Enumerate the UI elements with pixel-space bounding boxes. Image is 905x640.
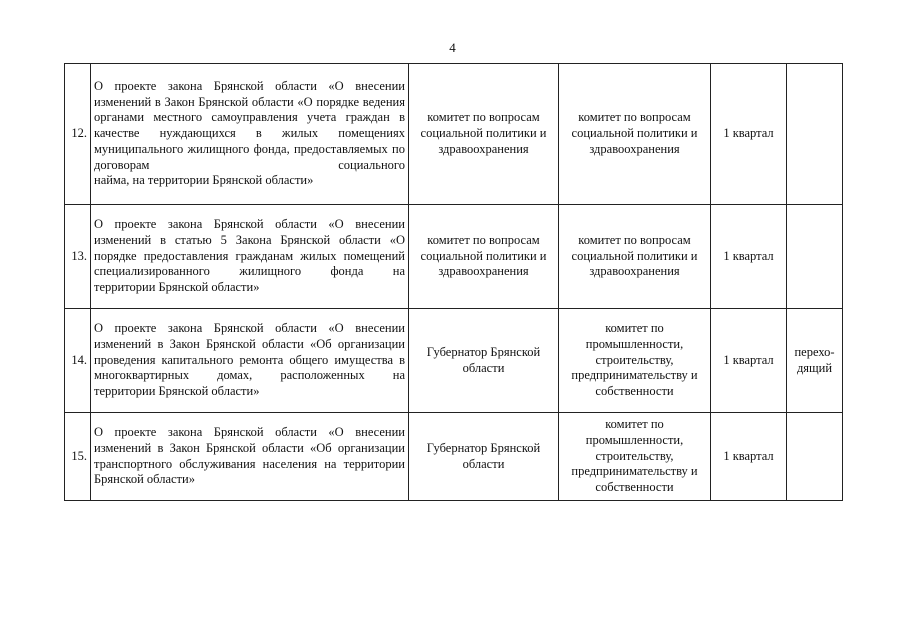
bill-title xyxy=(91,413,409,501)
table-row xyxy=(65,64,843,205)
bill-title-last-line: найма, на территории Брянской области» xyxy=(94,173,314,188)
table-row xyxy=(65,205,843,309)
bill-title xyxy=(91,309,409,413)
note-cell xyxy=(787,205,843,309)
bill-title-text: О проекте закона Брянской области «О внесении изменений в Закон Брянской области «Об организации проведения капитального ремонта общего имущества в многоквартирных домах, расположенных на xyxy=(94,321,405,383)
bill-title-last-line: Брянской области» xyxy=(94,472,195,487)
note-cell xyxy=(787,413,843,501)
responsible-cell: комитет по вопросам социальной политики и здравоохранения xyxy=(559,205,711,309)
note-cell: перехо-дящий xyxy=(787,309,843,413)
row-number: 14. xyxy=(65,309,91,413)
term-cell: 1 квартал xyxy=(711,413,787,501)
initiator-cell: комитет по вопросам социальной политики и здравоохранения xyxy=(409,64,559,205)
legislative-plan-table xyxy=(64,63,843,501)
responsible-cell: комитет по промышленности, строительству, предпринимательству и собственности xyxy=(559,413,711,501)
bill-title-text: О проекте закона Брянской области «О внесении изменений в Закон Брянской области «О порядке ведения органами местного самоуправления учета граждан в качестве нуждающихся в жилых помещениях муниципального жилищного фонда, предоставляемых по договорам социального xyxy=(94,78,405,172)
initiator-cell: Губернатор Брянской области xyxy=(409,413,559,501)
bill-title xyxy=(91,205,409,309)
bill-title-text: О проекте закона Брянской области «О внесении изменений в Закон Брянской области «Об организации транспортного обслуживания населения на территории xyxy=(94,424,405,471)
row-number: 13. xyxy=(65,205,91,309)
row-number: 12. xyxy=(65,64,91,205)
page-number: 4 xyxy=(449,40,456,55)
responsible-cell: комитет по промышленности, строительству, предпринимательству и собственности xyxy=(559,309,711,413)
table-row xyxy=(65,413,843,501)
row-number: 15. xyxy=(65,413,91,501)
note-cell xyxy=(787,64,843,205)
bill-title-last-line: территории Брянской области» xyxy=(94,280,260,295)
bill-title xyxy=(91,64,409,205)
initiator-cell: комитет по вопросам социальной политики и здравоохранения xyxy=(409,205,559,309)
bill-title-last-line: территории Брянской области» xyxy=(94,384,260,399)
term-cell: 1 квартал xyxy=(711,309,787,413)
bill-title-text: О проекте закона Брянской области «О внесении изменений в статью 5 Закона Брянской области «О порядке предоставления гражданам жилых помещений специализированного жилищного фонда на xyxy=(94,217,405,279)
term-cell: 1 квартал xyxy=(711,64,787,205)
responsible-cell: комитет по вопросам социальной политики и здравоохранения xyxy=(559,64,711,205)
table-row xyxy=(65,309,843,413)
initiator-cell: Губернатор Брянской области xyxy=(409,309,559,413)
term-cell: 1 квартал xyxy=(711,205,787,309)
